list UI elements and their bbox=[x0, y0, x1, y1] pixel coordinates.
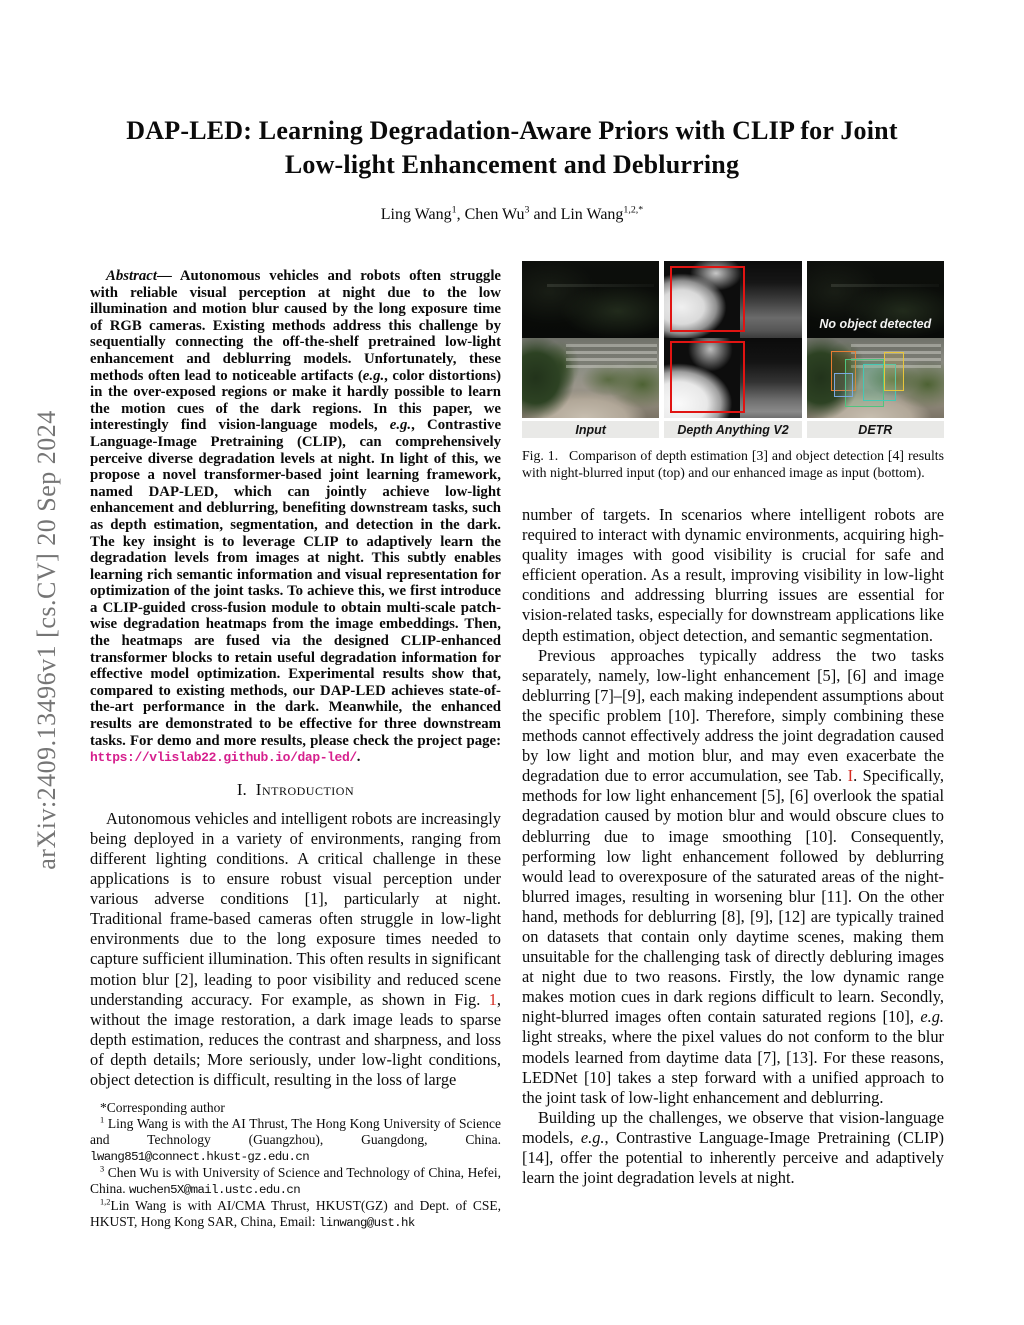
abstract-paragraph: Abstract— Autonomous vehicles and robots often struggle with reliable visual perception at night due to the low illumination and motion blur caused by the long exposure time of RGB cameras. Existing methods address this challenge by sequentially connecting the off-the-shelf pretrained low-light enhancement and deblurring models. Unfortunately, these methods often lead to noticeable artifacts (e.g., color distortions) in the over-exposed regions or make it hardly possible to learn the motion cues of the dark regions. In this paper, we interestingly find vision-language models, e.g., Contrastive Language-Image Pretraining (CLIP), can comprehensively perceive diverse degradation levels at night. In light of this, we propose a novel transformer-based joint learning framework, named DAP-LED, which can jointly achieve low-light enhancement and deblurring, benefiting downstream tasks, such as depth estimation, segmentation, and detection in the dark. The key insight is to leverage CLIP to adaptively learn the degradation levels from images at night. This subtly enables learning rich semantic information and visual representation for optimization of the joint tasks. To achieve this, we first introduce a CLIP-guided cross-fusion module to obtain multi-scale patch-wise degradation heatmaps from the image embeddings. Then, the heatmaps are fused via the designed CLIP-enhanced transformer blocks to retain useful degradation information for effective model optimization. Experimental results show that, compared to existing methods, our DAP-LED achieves state-of-the-art performance in the dark. Meanwhile, the enhanced results are demonstrated to be effective for three downstream tasks. For demo and more results, please check the project page: https://vlislab22.github.io/dap-led/. bbox=[90, 268, 502, 766]
depth-map-night-image bbox=[664, 261, 801, 338]
figure-label-detr: DETR bbox=[807, 421, 944, 438]
detr-enhanced-image bbox=[807, 338, 944, 418]
depth-highlight-box-top bbox=[670, 266, 746, 332]
figure-label-input: Input bbox=[522, 421, 659, 438]
right-column-body bbox=[522, 505, 944, 1188]
detection-box-yellow bbox=[884, 352, 905, 390]
detection-box-blue bbox=[834, 373, 853, 397]
author-line: Ling Wang$^1$, Chen Wu$^3$ and Lin Wang$^{1,2,*}$ bbox=[380, 204, 644, 223]
corresponding-author-note: *Corresponding author bbox=[100, 1100, 225, 1116]
figure-1-caption: Fig. 1. Comparison of depth estimation [3] and object detection [4] results with night-blurred input (top) and our enhanced image as input (bottom). bbox=[522, 448, 944, 480]
paper-title-line2: Low-light Enhancement and Deblurring bbox=[284, 150, 740, 179]
figure-1 bbox=[522, 261, 944, 438]
arxiv-banner: arXiv:2409.13496v1 [cs.CV] 20 Sep 2024 bbox=[32, 410, 61, 870]
no-object-detected-text: No object detected bbox=[819, 317, 932, 331]
depth-map-enhanced-image bbox=[664, 338, 801, 418]
figure-column-detr bbox=[807, 261, 944, 438]
paper-title bbox=[100, 114, 924, 182]
project-page-link[interactable]: https://vlislab22.github.io/dap-led/ bbox=[90, 750, 357, 766]
input-night-image bbox=[522, 261, 659, 338]
figure-label-depth: Depth Anything V2 bbox=[664, 421, 801, 438]
figure-column-depth bbox=[664, 261, 801, 438]
body-paragraph-building-challenges: Building up the challenges, we observe that vision-language models, e.g., Contrastive Language-Image Pretraining (CLIP) [14], offer the potential to inherently perceive and adaptively learn the joint degradation levels at night. bbox=[522, 1107, 944, 1188]
left-column bbox=[90, 268, 501, 1231]
paper-title-line1: DAP-LED: Learning Degradation-Aware Priors with CLIP for Joint bbox=[126, 116, 898, 145]
footnote-affiliation-12: $^{1,2}$Lin Wang is with AI/CMA Thrust, HKUST(GZ) and Dept. of CSE, HKUST, Hong Kong SAR, China, Email: linwang@ust.hk bbox=[90, 1197, 501, 1231]
body-paragraph-continuation: number of targets. In scenarios where intelligent robots are required to interact with dynamic environments, acquiring high-quality images with good visibility is crucial for safe and efficient operation. As a result, improving visibility in low-light conditions and addressing blurring issues are essential for vision-related tasks, especially for downstream applications like depth estimation, object detection, and semantic segmentation. bbox=[522, 505, 944, 645]
input-enhanced-image bbox=[522, 338, 659, 418]
introduction-paragraph-1: Autonomous vehicles and intelligent robots are increasingly being deployed in a variety of environments, ranging from different lighting conditions. A critical challenge in these applications is to ensure robust visual perception under various adverse conditions [1], particularly at night. Traditional frame-based cameras often struggle in low-light environments due to the long exposure times needed to capture sufficient illumination. This often results in significant motion blur [2], leading to poor visibility and reduced scene understanding accuracy. For example, as shown in Fig. 1, without the image restoration, a dark image leads to sparse depth estimation, reduces the contrast and sharpness, and loss of depth details; More seriously, under low-light conditions, object detection is difficult, resulting in the loss of large bbox=[90, 808, 501, 1090]
section-1-heading bbox=[90, 780, 501, 800]
right-column bbox=[522, 261, 944, 1188]
figure-column-input bbox=[522, 261, 659, 438]
footnote-affiliation-3: $^3$ Chen Wu is with University of Science and Technology of China, Hefei, China. wuchen5X@mail.ustc.edu.cn bbox=[90, 1164, 501, 1198]
footnote-affiliation-1: $^1$ Ling Wang is with the AI Thrust, The Hong Kong University of Science and Technology (Guangzhou), Guangdong, China. lwang851@connect.hkust-gz.edu.cn bbox=[90, 1115, 501, 1165]
detr-night-image bbox=[807, 261, 944, 338]
section-1-number: I. bbox=[236, 779, 247, 799]
footnotes-block bbox=[90, 1100, 501, 1231]
body-paragraph-previous-approaches: Previous approaches typically address the two tasks separately, namely, low-light enhancement [5], [6] and image deblurring [7]–[9], each making independent assumptions about the specific problem [10]. Therefore, simply combining these methods cannot effectively address the joint degradation caused by low light and motion blur, and may even exacerbate the degradation due to error accumulation, see Tab. I. Specifically, methods for low light enhancement [5], [6] overlook the spatial degradation caused by motion blur and would obscure clues to deblurring due to image smoothing [10]. Consequently, performing low light enhancement followed by deblurring would lead to overexposure of the saturated areas of the night-blurred images, resulting in worsening blur [11]. On the other hand, methods for deblurring [8], [9], [12] are typically trained on datasets that contain only daytime scenes, making them unsuitable for the challenging task of directly debluring images at night due to two reasons. Firstly, the low dynamic range makes motion cues in dark regions difficult to learn. Secondly, night-blurred images often contain saturated regions [10], e.g. light streaks, where the pixel values do not conform to the blur models learned from daytime data [7], [13]. For these reasons, LEDNet [10] takes a step forward with a unified approach to the joint task of low-light enhancement and deblurring. bbox=[522, 645, 944, 1107]
section-1-title: Introduction bbox=[255, 779, 355, 799]
depth-highlight-box-bottom bbox=[670, 341, 746, 413]
